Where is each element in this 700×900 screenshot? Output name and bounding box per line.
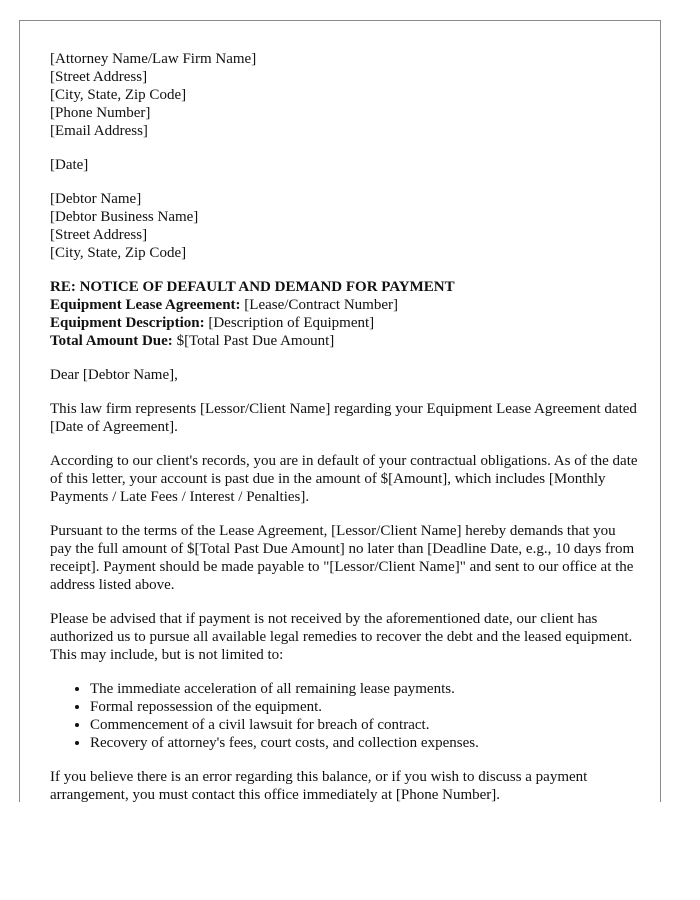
sender-phone: [Phone Number] [50, 105, 151, 121]
recipient-city: [City, State, Zip Code] [50, 245, 187, 261]
re-amount-line [50, 332, 640, 350]
date-block [50, 156, 640, 174]
paragraph-closing: If you believe there is an error regarding this balance, or if you wish to discuss a payment arrangement, you must contact this office immediately at [Phone Number]. [50, 769, 588, 802]
re-description-label: Equipment Description: [50, 315, 205, 331]
list-item: • The immediate acceleration of all remaining lease payments. [90, 680, 640, 698]
paragraph-default: According to our client's records, you are in default of your contractual obligations. As of the date of this letter, your account is past due in the amount of $[Amount], which includes [Monthly Payments / Late Fees / Interest / Penalties]. [50, 453, 638, 505]
letter-date: [Date] [50, 157, 89, 173]
salutation: Dear [Debtor Name], [50, 367, 178, 383]
paragraph-remedies-intro: Please be advised that if payment is not received by the aforementioned date, our client has authorized us to pursue all available legal remedies to recover the debt and the leased equipment. This may include, but is not limited to: [50, 611, 633, 663]
list-item: • Recovery of attorney's fees, court costs, and collection expenses. [90, 734, 640, 752]
sender-email: [Email Address] [50, 123, 148, 139]
re-agreement-value: [Lease/Contract Number] [244, 297, 398, 313]
sender-address-block [50, 50, 640, 140]
re-description-value: [Description of Equipment] [208, 315, 375, 331]
re-block [50, 278, 640, 350]
paragraph-representation: This law firm represents [Lessor/Client Name] regarding your Equipment Lease Agreement dated [Date of Agreement]. [50, 401, 637, 435]
recipient-business: [Debtor Business Name] [50, 209, 199, 225]
recipient-address-block [50, 190, 640, 262]
re-title: RE: NOTICE OF DEFAULT AND DEMAND FOR PAYMENT [50, 279, 455, 295]
re-agreement-line [50, 296, 640, 314]
list-item: • Commencement of a civil lawsuit for breach of contract. [90, 716, 640, 734]
re-agreement-label: Equipment Lease Agreement: [50, 297, 241, 313]
paragraph-demand: Pursuant to the terms of the Lease Agreement, [Lessor/Client Name] hereby demands that you pay the full amount of $[Total Past Due Amount] no later than [Deadline Date, e.g., 10 days from receipt]. Payment should be made payable to "[Lessor/Client Name]" and sent to our office at the address listed above. [50, 523, 635, 593]
sender-city: [City, State, Zip Code] [50, 87, 187, 103]
sender-street: [Street Address] [50, 69, 148, 85]
re-amount-label: Total Amount Due: [50, 333, 173, 349]
re-amount-value: $[Total Past Due Amount] [176, 333, 335, 349]
re-description-line [50, 314, 640, 332]
recipient-street: [Street Address] [50, 227, 148, 243]
letter-page [19, 20, 661, 802]
sender-name: [Attorney Name/Law Firm Name] [50, 51, 257, 67]
recipient-name: [Debtor Name] [50, 191, 142, 207]
letter-body [50, 50, 640, 802]
list-item: • Formal repossession of the equipment. [90, 698, 640, 716]
remedies-list [50, 680, 640, 752]
